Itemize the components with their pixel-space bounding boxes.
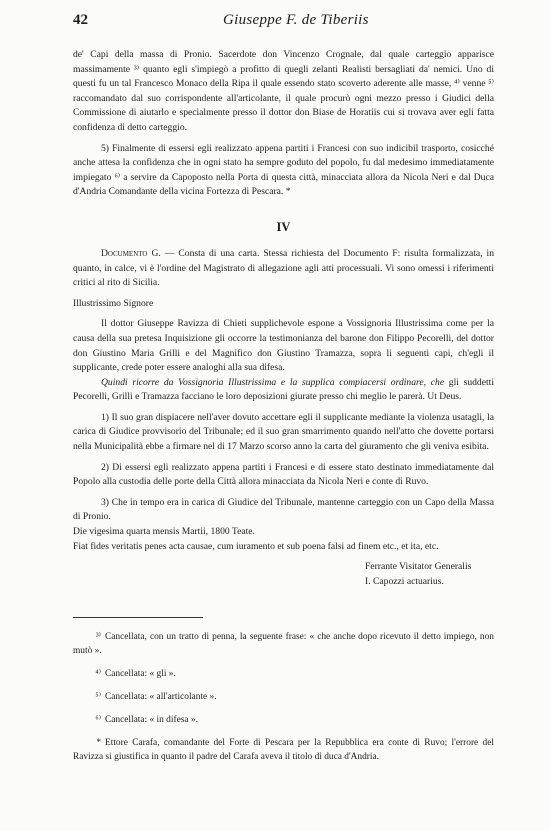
footnote bbox=[73, 667, 494, 681]
letter-paragraph-2-rest: gli suddetti Pecorelli, Grilli e Tramazza facciano le loro deposizioni giurate presso chi meglio le parerà. Ut Deus. bbox=[73, 376, 494, 403]
footnote-divider bbox=[73, 617, 203, 618]
letter-paragraph-2 bbox=[73, 376, 494, 405]
footnote bbox=[73, 630, 494, 658]
section-heading: IV bbox=[276, 219, 291, 234]
signature-1: Ferrante Visitator Generalis bbox=[365, 561, 472, 573]
footnotes bbox=[73, 630, 494, 764]
letter-salutation: Illustrissimo Signore bbox=[73, 297, 154, 309]
document-description bbox=[73, 247, 494, 291]
footnote-marker: ⁶⁾ bbox=[95, 715, 101, 726]
letter-point-2: 2) Di essersi egli realizzato appena partiti i Francesi e di essere stato destinato immediatamente dal Popolo alla custodia delle porte della Città allora minacciata da Nicola Neri e conte di Ruvo. bbox=[73, 461, 494, 488]
paragraph-item-5: 5) Finalmente di essersi egli realizzato appena partiti i Francesi con suo indicibil trasporto, cosicché anche attesa la confidenza che in ogni stato ha sempre goduto del popolo, fu dal medesimo immediatamente impiegato ⁶⁾ a servire da Capoposto nella Porta di questa città, minacciata allora da Nicola Neri e dal Duca d'Andria Comandante della vicina Fortezza di Pescara. * bbox=[73, 142, 494, 198]
footnote-text: Ettore Carafa, comandante del Forte di Pescara per la Repubblica era conte di Ruvo; l'errore del Ravizza si giustifica in quanto il padre del Carafa aveva il titolo di duca d'Andria. bbox=[73, 738, 494, 763]
footnote-marker: ⁴⁾ bbox=[95, 669, 101, 680]
page-number: 42 bbox=[73, 12, 88, 28]
footnote bbox=[73, 713, 494, 727]
footnote-text: Cancellata: « gli ». bbox=[105, 669, 176, 680]
document-label: Documento G. bbox=[101, 247, 161, 259]
letter-attestation: Fiat fides veritatis penes acta causae, cum iuramento et sub poena falsi ad finem etc., et ita, etc. bbox=[73, 540, 439, 552]
document-description-text: — Consta di una carta. Stessa richiesta del Documento F: risulta formalizzata, in quanto, in calce, vi è l'ordine del Magistrato di allegazione agli atti processuali. Vi sono omessi i riferimenti critici al rito di Sicilia. bbox=[73, 247, 494, 289]
footnote bbox=[73, 736, 494, 764]
signature-2: I. Capozzi actuarius. bbox=[365, 575, 444, 587]
letter-date: Die vigesima quarta mensis Martii, 1800 Teate. bbox=[73, 526, 255, 538]
continued-paragraph: de' Capi della massa di Pronio. Sacerdote don Vincenzo Crognale, dal quale carteggio apparisce massimamente ³⁾ quanto egli s'impiegò a profitto di quegli zelanti Realisti bersagliati da' nemici. Uno di questi fu un tal Francesco Monaco della Ripa il quale essendo stato scoverto aderente alle masse, ⁴⁾ venne ⁵⁾ raccomandato dal suo corrispondente all'articolante, il quale procurò ogni mezzo presso i Giudici della Commissione di aiutarlo e specialmente presso il dottor don Biase de Horatiis cui si trovava aver egli fatta confidenza di detto carteggio. bbox=[73, 49, 494, 133]
footnote-marker: ³⁾ bbox=[95, 632, 101, 643]
letter-point-3: 3) Che in tempo era in carica di Giudice del Tribunale, mantenne carteggio con un Capo della Massa di Pronio. bbox=[73, 496, 494, 523]
page-header bbox=[73, 12, 494, 40]
footnote-text: Cancellata: « in difesa ». bbox=[105, 715, 198, 726]
letter-paragraph-1: Il dottor Giuseppe Ravizza di Chieti supplichevole espone a Vossignoria Illustrissima come per la causa della sua pretesa Inquisizione gli occorre la testimonianza del barone don Filippo Pecorelli, del dottor don Giustino Maria Grilli e del Magnifico don Giustino Tramazza, sopra li seguenti capi, ch'egli il supplicante, crede poter essere analoghi alla sua difesa. bbox=[73, 318, 494, 374]
footnote-marker: * bbox=[96, 738, 101, 749]
footnote-text: Cancellata, con un tratto di penna, la seguente frase: « che anche dopo ricevuto il detto impiego, non mutò ». bbox=[73, 632, 494, 657]
footnote bbox=[73, 690, 494, 704]
footnote-text: Cancellata: « all'articolante ». bbox=[105, 692, 217, 703]
letter-paragraph-2-italic: Quindi ricorre da Vossignoria Illustrissima e la supplica compiacersi ordinare, che bbox=[101, 376, 445, 388]
footnote-marker: ⁵⁾ bbox=[95, 692, 101, 703]
letter-point-1: 1) Il suo gran dispiacere nell'aver dovuto accettare egli il supplicante mediante la violenza usatagli, la carica di Giudice provvisorio del Tribunale; ed il suo gran smarrimento quando nell'atto che dovette portarsi nella Municipalità ebbe a firmare nel di 17 Marzo scorso anno la carta del giuramento che gli veniva esibita. bbox=[73, 411, 494, 453]
running-title: Giuseppe F. de Tiberiis bbox=[223, 12, 369, 28]
